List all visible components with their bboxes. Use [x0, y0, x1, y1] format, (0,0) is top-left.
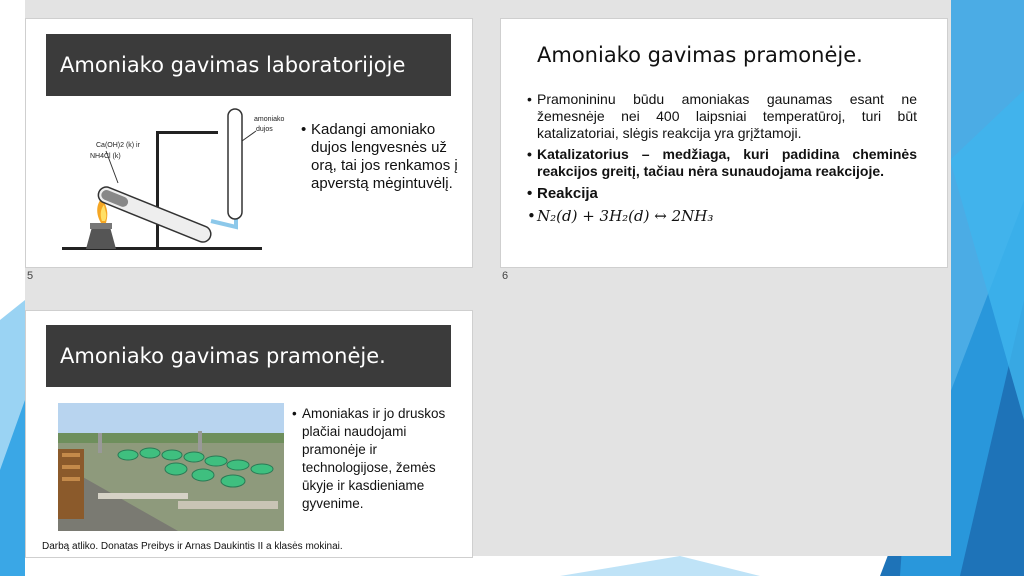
product-label: amoniako	[254, 116, 285, 123]
slide-number-6: 6	[502, 270, 509, 282]
bullet-list	[301, 121, 466, 193]
slide-thumbnail-6[interactable]	[500, 18, 948, 268]
bullet-item: • Katalizatorius – medžiaga, kuri padidina cheminės reakcijos greitį, tačiau nėra sunaudojama reakcijoje.	[527, 146, 917, 180]
ammonia-plant-photo	[58, 403, 284, 531]
slide-title: Amoniako gavimas pramonėje.	[537, 43, 863, 67]
slide-thumbnail-7[interactable]	[25, 310, 473, 558]
slide-thumbnail-5[interactable]	[25, 18, 473, 268]
bullet-item: • Pramonininu būdu amoniakas gaunamas esant ne žemesnėje nei 400 laipsniai temperatūroj, turi būt katalizatoriai, slėgis reakcija yra grįžtamoji.	[527, 91, 917, 142]
bullet-item: • Reakcija	[527, 184, 917, 204]
reaction-equation: • N₂(d) + 3H₂(d) ↔ 2NH₃	[527, 206, 917, 226]
bullet-item: • Kadangi amoniako dujos lengvesnės už orą, tai jos renkamos į apverstą mėgintuvėlį.	[301, 121, 466, 193]
slide-title: Amoniako gavimas pramonėje.	[46, 325, 451, 387]
lab-apparatus-diagram	[46, 101, 286, 251]
reagents-label-2: NH4Cl (k)	[90, 153, 121, 160]
bullet-list	[527, 91, 917, 226]
slide-title: Amoniako gavimas laboratorijoje	[46, 34, 451, 96]
bullet-list	[292, 405, 462, 513]
author-footer: Darbą atliko. Donatas Preibys ir Arnas Daukintis II a klasės mokinai.	[42, 541, 343, 552]
product-label-2: dujos	[256, 126, 273, 133]
slide-number-5: 5	[27, 270, 34, 282]
reagents-label: Ca(OH)2 (k) ir	[96, 142, 140, 149]
bullet-item: • Amoniakas ir jo druskos plačiai naudojami pramonėje ir technologijose, žemės ūkyje ir kasdieniame gyvenime.	[292, 405, 462, 513]
